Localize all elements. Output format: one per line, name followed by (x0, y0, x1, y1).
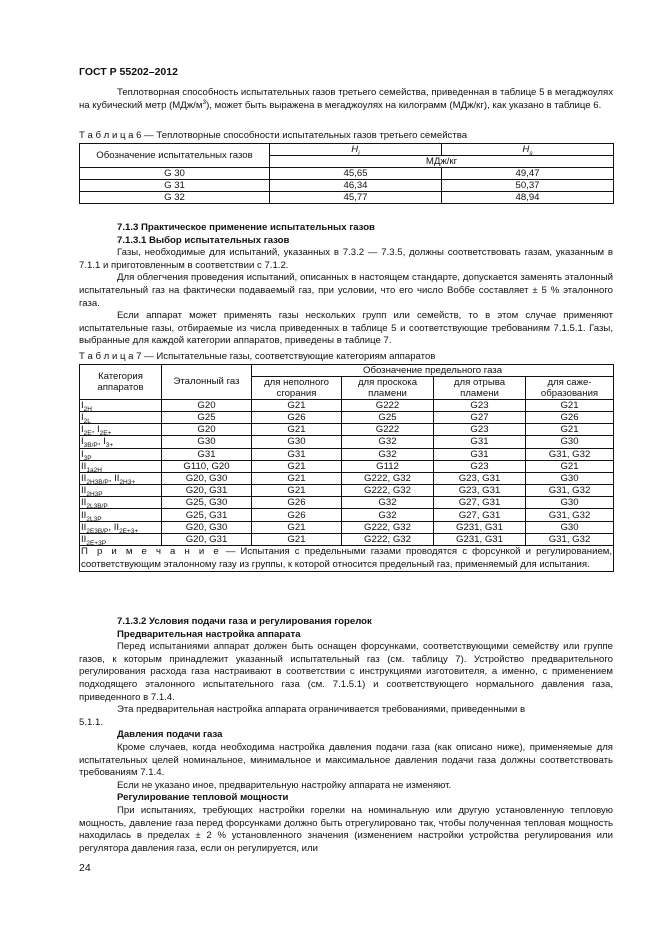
table7-block (79, 351, 613, 572)
category-cell: $I_{2H}$ (80, 399, 162, 411)
table-row (80, 533, 614, 545)
liftoff-cell: G27, G31 (434, 497, 526, 509)
paragraph: Если не указано иное, предварительную настройку аппарата не изменяют. (117, 779, 452, 791)
liftoff-cell: G23, G31 (434, 485, 526, 497)
soot-cell: G31, G32 (526, 448, 614, 460)
flashback-cell: G222 (342, 399, 434, 411)
liftoff-cell: G23, G31 (434, 472, 526, 484)
paragraph: Кроме случаев, когда необходима настройка давления подачи газа (как описано ниже), применяемые для испытательных целей номинальное, минимальное и максимальное давления подачи газа должны соответствовать требованиям 7.1.4. (79, 741, 613, 779)
table7 (79, 364, 614, 573)
table6-header-hs: $H_s$ (442, 143, 614, 155)
table-row (80, 411, 614, 423)
soot-cell: G21 (526, 399, 614, 411)
soot-cell: G30 (526, 472, 614, 484)
flashback-cell: G222, G32 (342, 533, 434, 545)
liftoff-cell: G31 (434, 448, 526, 460)
reference-gas-cell: G20, G30 (162, 521, 252, 533)
flashback-cell: G32 (342, 448, 434, 460)
flashback-cell: G32 (342, 436, 434, 448)
table-row (80, 485, 614, 497)
table6-header-gas: Обозначение испытательных газов (80, 143, 270, 167)
power-heading: Регулирование тепловой мощности (117, 792, 289, 804)
incomplete-cell: G31 (252, 448, 342, 460)
paragraph: При испытаниях, требующих настройки горелки на номинальную или другую установленную тепловую мощность, давление газа перед форсунками должно быть отрегулировано так, чтобы полученная тепловая мощность находилась в пределах ± 2 % установленного значения (изменением настройки устройства регулирования или регулятора давления газа, если он регулируется, или (79, 804, 613, 854)
table7-header-reference: Эталонный газ (162, 364, 252, 399)
paragraph: Для облегчения проведения испытаний, описанных в настоящем стандарте, допускается заменять эталонный испытательный газ на фактически подаваемый газ, при условии, что его число Воббе составляет ± 5 % эталонного газа. (79, 272, 613, 309)
table7-header-flashback: для проскока пламени (342, 376, 434, 399)
preset-heading: Предварительная настройка аппарата (117, 628, 301, 640)
table7-header-liftoff: для отрыва пламени (434, 376, 526, 399)
incomplete-cell: G21 (252, 521, 342, 533)
table-row (80, 509, 614, 521)
reference-gas-cell: G20, G31 (162, 533, 252, 545)
table-row: G 32 45,77 48,94 (80, 191, 614, 203)
soot-cell: G30 (526, 497, 614, 509)
flashback-cell: G222, G32 (342, 485, 434, 497)
pressure-heading: Давления подачи газа (117, 729, 223, 741)
table-row (80, 521, 614, 533)
category-cell: $II_{2E3B/P}$, $II_{2E+3+}$ (80, 521, 162, 533)
soot-cell: G21 (526, 424, 614, 436)
table7-header-soot: для саже-образования (526, 376, 614, 399)
paragraph: Если аппарат может применять газы нескольких групп или семейств, то в этом случае применяют испытательные газы, отбираемые из числа приведенных в таблице 5 и соответствующие требованиям 7.1.5.1. Газы, выбранные для каждой категории аппаратов, приведены в таблице 7. (79, 310, 613, 347)
reference-gas-cell: G20 (162, 399, 252, 411)
category-cell: $II_{2E+3P}$ (80, 533, 162, 545)
section-7-1-3 (79, 222, 613, 348)
incomplete-cell: G21 (252, 424, 342, 436)
category-cell: $I_{2L}$ (80, 411, 162, 423)
reference-gas-cell: G25 (162, 411, 252, 423)
table-row: G 30 45,65 49,47 (80, 167, 614, 179)
flashback-cell: G222, G32 (342, 521, 434, 533)
standard-header: ГОСТ Р 55202–2012 (79, 66, 178, 78)
incomplete-cell: G21 (252, 460, 342, 472)
incomplete-cell: G30 (252, 436, 342, 448)
table7-header-category: Категория аппаратов (80, 364, 162, 399)
table-row (80, 472, 614, 484)
incomplete-cell: G21 (252, 533, 342, 545)
table-row: G 31 46,34 50,37 (80, 179, 614, 191)
flashback-cell: G32 (342, 497, 434, 509)
paragraph: 5.1.1. (79, 716, 104, 728)
reference-gas-cell: G20, G30 (162, 472, 252, 484)
incomplete-cell: G26 (252, 411, 342, 423)
category-cell: $II_{2H3P}$ (80, 485, 162, 497)
subsection-heading: 7.1.3.1 Выбор испытательных газов (117, 234, 290, 246)
table7-header-incomplete: для неполного сгорания (252, 376, 342, 399)
reference-gas-cell: G25, G31 (162, 509, 252, 521)
soot-cell: G21 (526, 460, 614, 472)
incomplete-cell: G26 (252, 509, 342, 521)
intro-section (79, 87, 613, 112)
section-7-1-3-2 (79, 616, 613, 855)
soot-cell: G26 (526, 411, 614, 423)
table-row (80, 424, 614, 436)
table7-caption: Т а б л и ц а 7 — Испытательные газы, соответствующие категориям аппаратов (79, 351, 436, 362)
page-number: 24 (79, 862, 91, 874)
table6-header-hi: $H_i$ (270, 143, 442, 155)
table6-block (79, 130, 613, 204)
reference-gas-cell: G31 (162, 448, 252, 460)
table-row (80, 460, 614, 472)
soot-cell: G31, G32 (526, 533, 614, 545)
soot-cell: G30 (526, 521, 614, 533)
reference-gas-cell: G25, G30 (162, 497, 252, 509)
reference-gas-cell: G110, G20 (162, 460, 252, 472)
soot-cell: G31, G32 (526, 485, 614, 497)
table-row (80, 436, 614, 448)
flashback-cell: G112 (342, 460, 434, 472)
incomplete-cell: G26 (252, 497, 342, 509)
category-cell: $II_{2L3P}$ (80, 509, 162, 521)
paragraph: Эта предварительная настройка аппарата ограничивается требованиями, приведенными в (117, 704, 526, 716)
table6-unit: МДж/кг (270, 155, 614, 167)
reference-gas-cell: G20 (162, 424, 252, 436)
flashback-cell: G222 (342, 424, 434, 436)
subsection-heading: 7.1.3.2 Условия подачи газа и регулирования горелок (117, 616, 372, 627)
flashback-cell: G222, G32 (342, 472, 434, 484)
liftoff-cell: G31 (434, 436, 526, 448)
table6 (79, 143, 614, 204)
incomplete-cell: G21 (252, 472, 342, 484)
paragraph: Газы, необходимые для испытаний, указанных в 7.3.2 — 7.3.5, должны соответствовать газам, указанным в 7.1.1 и приготовленным в соответствии с 7.1.2. (79, 247, 613, 271)
table-row (80, 497, 614, 509)
category-cell: $I_{3B/P}$, $I_{3+}$ (80, 436, 162, 448)
table6-caption: Т а б л и ц а 6 — Теплотворные способности испытательных газов третьего семейства (79, 130, 468, 141)
liftoff-cell: G23 (434, 424, 526, 436)
category-cell: $II_{2H3B/P}$, $II_{2H3+}$ (80, 472, 162, 484)
reference-gas-cell: G30 (162, 436, 252, 448)
flashback-cell: G25 (342, 411, 434, 423)
category-cell: $I_{2E}$, $I_{2E+}$ (80, 424, 162, 436)
soot-cell: G30 (526, 436, 614, 448)
liftoff-cell: G231, G31 (434, 521, 526, 533)
liftoff-cell: G27, G31 (434, 509, 526, 521)
liftoff-cell: G231, G31 (434, 533, 526, 545)
liftoff-cell: G23 (434, 460, 526, 472)
category-cell: $II_{2L3B/P}$ (80, 497, 162, 509)
reference-gas-cell: G20, G31 (162, 485, 252, 497)
incomplete-cell: G21 (252, 399, 342, 411)
flashback-cell: G32 (342, 509, 434, 521)
table7-note: П р и м е ч а н и е — Испытания с предельными газами проводятся с форсункой и регулированием, соответствующим эталонному газу из группы, к которой относится предельный газ, применяемый для испытания. (80, 546, 614, 572)
paragraph: Перед испытаниями аппарат должен быть оснащен форсунками, соответствующими семейству или группе газов, к которым принадлежит указанный испытательный газ (см. таблицу 7). Устройство предварительного регулирования расхода газа настраивают в соответствии с инструкциями изготовителя, а именно, с применением подходящего эталонного испытательного газа (см. 7.1.5.1) и соответствующего нормального давления газа, приведенного в 7.1.4. (79, 641, 613, 703)
category-cell: $II_{1a2H}$ (80, 460, 162, 472)
table-row (80, 399, 614, 411)
table7-header-group: Обозначение предельного газа (252, 364, 614, 376)
table-row (80, 448, 614, 460)
category-cell: $I_{3P}$ (80, 448, 162, 460)
section-heading: 7.1.3 Практическое применение испытательных газов (117, 222, 375, 233)
liftoff-cell: G23 (434, 399, 526, 411)
soot-cell: G31, G32 (526, 509, 614, 521)
incomplete-cell: G21 (252, 485, 342, 497)
intro-paragraph: Теплотворная способность испытательных газов третьего семейства, приведенная в таблице 5 в мегаджоулях на кубический метр $(МДж/м^3)$, может быть выражена в мегаджоулях на килограмм (МДж/кг), как указано в таблице 6. (79, 87, 613, 111)
liftoff-cell: G27 (434, 411, 526, 423)
